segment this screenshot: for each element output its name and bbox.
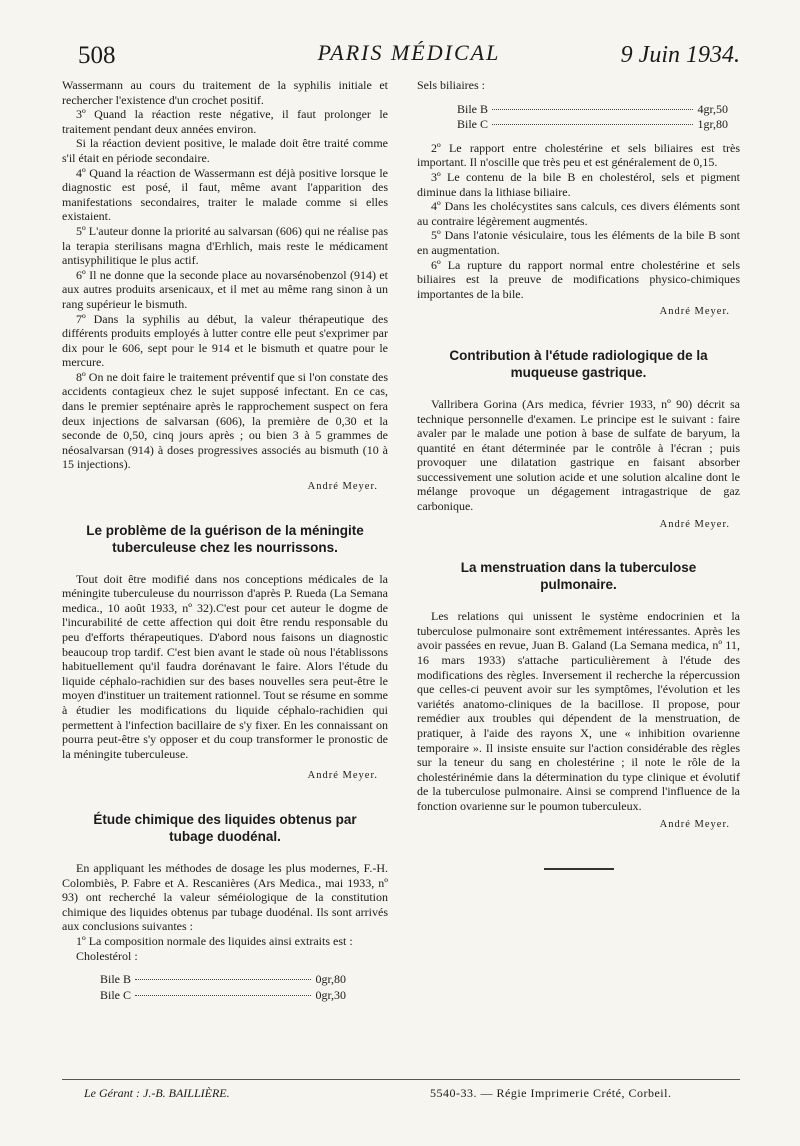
printer-line: 5540-33. — Régie Imprimerie Crété, Corbeil. [430,1086,672,1100]
article-title: La menstruation dans la tuberculose pulmonaire. [460,560,697,593]
paragraph: 7º Dans la syphilis au début, la valeur thérapeutique des différents produits employés à lutter contre elle peut s'exprimer par dix pour le 606, sept pour le 914 et le bismuth et quatre pour le mercure. [62,311,388,370]
paragraph: 8º On ne doit faire le traitement préventif que si l'on constate des accidents contagieux chez le sujet supposé infectant. En ce cas, dans le premier septénaire après le rapprochement suspect on fera deux injections de salvarsan (606), la première de 0,30 et la seconde de 0,50, cinq jours après ; ou bien 3 à 5 grammes de néosalvarsan (914) à doses progressives associés au bismuth (10 à 15 injections). [62,369,388,472]
article-body: Tout doit être modifié dans nos conceptions médicales de la méningite tuberculeuse du nourrisson d'après P. Rueda (La Semana medica., 10 août 1933, nº 32).C'est pour cet auteur le dogme de l'incurabilité de cette affection qui doit être rendu responsable du peu d'efforts thérapeutiques. D'abord nous faisons un diagnostic beaucoup trop tardif. C'est bien avant le stade où nous l'établissons habituellement qu'il faudra dorénavant le faire. Alors l'étude du liquide céphalo-rachidien sur des bases nouvelles sera peut-être le moyen d'instituer un traitement rationnel. Tout se résume en somme à étudier les modifications du liquide céphalo-rachidien qui permettent à l'infection bacillaire de s'y fixer. En les connaissant on pourra peut-être s'y opposer et du coup transformer le pronostic de la méningite tuberculeuse. [62,571,388,761]
sels-label: Sels biliaires : [417,78,485,92]
paragraph: 4º Quand la réaction de Wassermann est déjà positive lorsque le diagnostic est posé, il faut, même avant l'apparition des manifestations secondaires, traiter le malade comme si elles existaient. [62,165,388,224]
page-header [78,38,740,78]
paragraph: 5º Dans l'atonie vésiculaire, tous les éléments de la bile B sont en augmentation. [417,228,740,257]
paragraph: Si la réaction devient positive, le malade doit être traité comme s'il était en période secondaire. [62,136,388,165]
page-footer [62,1079,740,1104]
table-row [100,988,346,1003]
row-value: 0gr,30 [315,987,346,1002]
article-title: Étude chimique des liquides obtenus par tubage duodénal. [93,811,357,844]
author-signature: André Meyer. [659,306,730,318]
paragraph: 3º Quand la réaction reste négative, il faut prolonger le traitement pendant deux années environ. [62,107,388,136]
article-body: Vallribera Gorina (Ars medica, février 1933, nº 90) décrit sa technique personnelle d'examen. Le principe est le suivant : faire avaler par le malade une potion à base de sulfate de baryum, la quantité en étant déterminée par le contrôle à l'écran ; puis provoquer une dilatation gastrique en faisant absorber successivement une solution acide et une solution alcaline dont le mélange provoque un dégagement intragastrique de gaz carbonique. [417,396,740,514]
paragraph: 1º La composition normale des liquides ainsi extraits est : [76,933,353,948]
article-title: Contribution à l'étude radiologique de la muqueuse gastrique. [449,347,708,380]
article-body: Les relations qui unissent le système endocrinien et la tuberculose pulmonaire sont extrêmement intéressantes. Après les avoir passées en revue, Juan B. Galand (La Semana medica, nº 11, 16 mars 1933) s'attache particulièrement à l'étude des modifications des règles. Inversement il recherche la répercussion que celles-ci peuvent avoir sur les symptômes, l'évolution et les variétés anatomo-cliniques de la bacillose. Il propose, pour remédier aux troubles qui dépendent de la menstruation, de pratiquer, à l'aide des rayons X, une « inhibition ovarienne temporaire ». Il insiste ensuite sur l'action considérable des règles sur la teneur du sang en cholestérine ; il note le rôle de la cholestérinémie dans la détermination du type clinique et évolutif de la tuberculose pulmonaire. Ainsi se comprend l'influence de la fonction ovarienne sur le poumon tuberculeux. [417,609,740,813]
author-signature: André Meyer. [307,481,378,493]
article-title: Le problème de la guérison de la méningite tuberculeuse chez les nourrissons. [86,522,364,555]
paragraph: 2º Le rapport entre cholestérine et sels biliaires est très important. Il n'oscille que très peu et est généralement de 0,15. [417,140,740,170]
table-row [100,972,346,987]
paragraph: 5º L'auteur donne la priorité au salvarsan (606) qui ne réalise pas la terapia sterilisans magna d'Erhlich, mais reste le médicament antisyphilitique le plus actif. [62,223,388,268]
issue-date: 9 Juin 1934. [620,42,740,68]
left-column [62,78,388,1003]
paragraph: 6º Il ne donne que la seconde place au novarsénobenzol (914) et aux autres produits arsenicaux, et il met au même rang sinon à un rang supérieur le bismuth. [62,267,388,311]
sels-table [417,102,740,132]
row-label: Bile C [100,987,132,1002]
running-title: PARIS MÉDICAL [317,40,501,65]
right-column [417,78,740,870]
page-number: 508 [78,42,116,69]
table-row [457,117,728,132]
row-value: 4gr,50 [697,101,728,116]
row-value: 0gr,80 [315,972,346,987]
manager-line: Le Gérant : J.-B. BAILLIÈRE. [84,1086,230,1100]
paragraph: 4º Dans les cholécystites sans calculs, ces divers éléments sont au contraire légèrement augmentés. [417,199,740,228]
author-signature: André Meyer. [307,770,378,782]
cholesterol-label: Cholestérol : [76,948,138,963]
paragraph: 6º La rupture du rapport normal entre cholestérine et sels biliaires est la preuve de modifications physico-chimiques importantes de la bile. [417,257,740,301]
cholesterol-table [62,972,388,1002]
article-body: En appliquant les méthodes de dosage les plus modernes, F.-H. Colombiès, P. Fabre et A. Rescanières (Ars Medica., mai 1933, nº 93) ont recherché la valeur séméiologique de la constitution chimique des liquides obtenus par tubage duodénal. Ils sont arrivés aux conclusions suivantes : [62,860,388,934]
row-label: Bile B [100,972,132,987]
closing-rule [544,868,614,870]
author-signature: André Meyer. [659,518,730,530]
row-label: Bile B [457,101,489,116]
row-label: Bile C [457,117,489,132]
row-value: 1gr,80 [697,117,728,132]
paragraph: Wassermann au cours du traitement de la syphilis initiale et rechercher l'existence d'un crochet positif. [62,78,388,107]
paragraph: 3º Le contenu de la bile B en cholestérol, sels et pigment diminue dans la lithiase biliaire. [417,169,740,199]
table-row [457,102,728,117]
author-signature: André Meyer. [659,818,730,830]
